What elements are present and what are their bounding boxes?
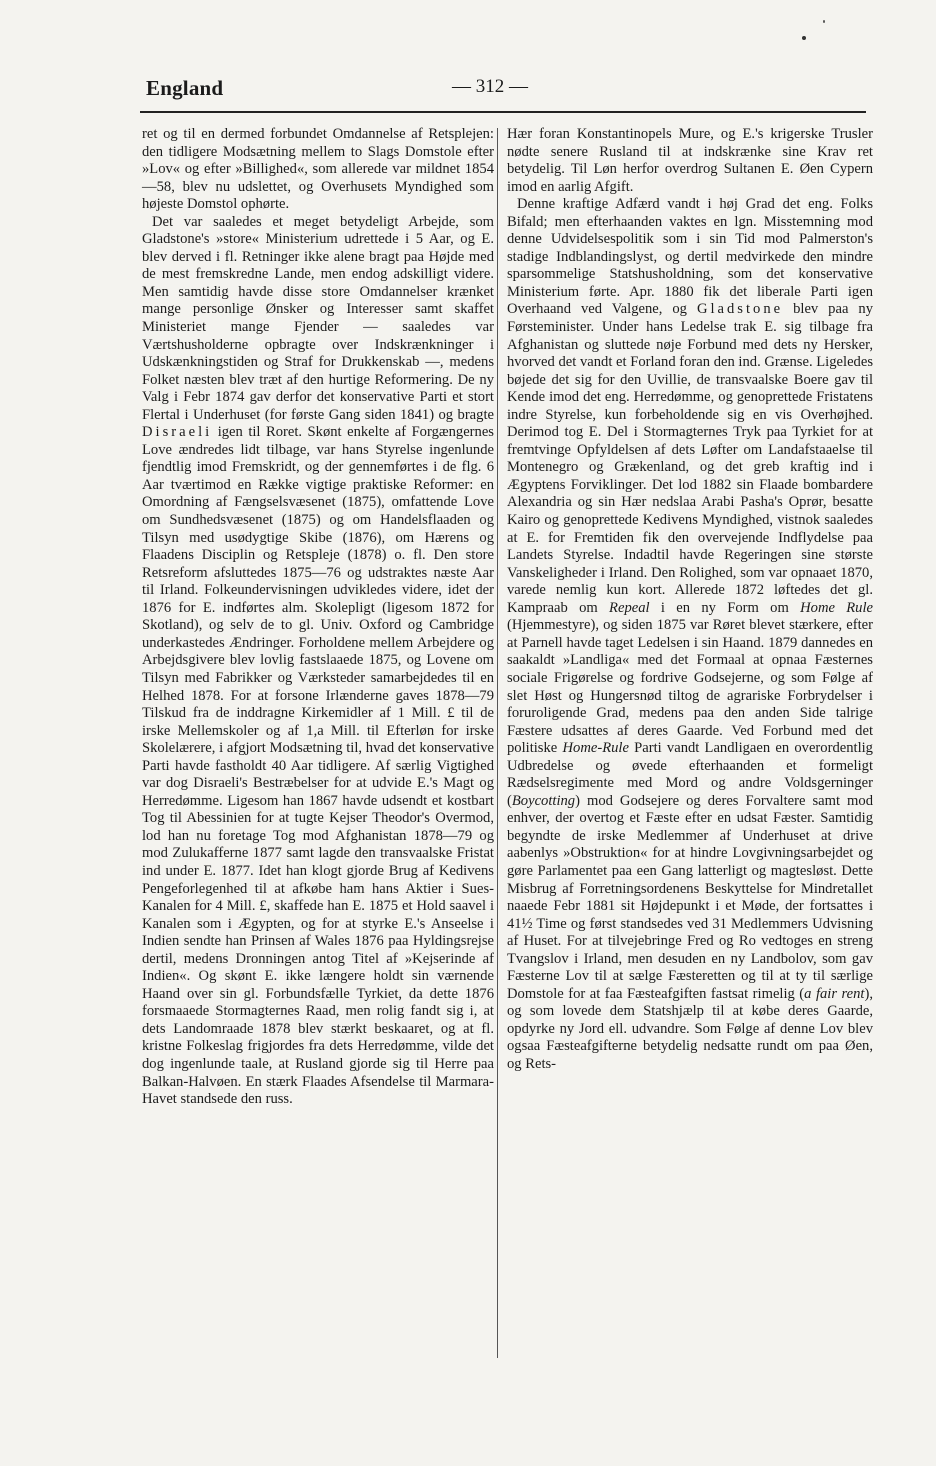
paragraph-text: ) mod Godsejere og deres Forvaltere samt mod enhver, der overtog et Fæste efter en udsat Fæster. Samtidig begyndte de irske Medlemmer af Underhuset at drive aabenlys »Obstruktion« for at hindre Lovgivningsarbejdet og gøre Parlamentet paa een Gang latterligt og magtesløst. Dette Misbrug af Forretningsordenens Beskyttelse for Mindretallet naaede Febr 1881 sit Højdepunkt i et Møde, der fortsattes i 41½ Time og først standsedes ved 31 Medlemmers Udvisning af Huset. For at tilvejebringe Fred og Ro vedtoges en streng Tvangslov i Irland, men desuden en ny Landbolov, som gav Fæsterne Lov til at sælge Fæsteretten og til at ty til særlige Domstole for at faa Fæsteafgiften fastsat rimelig ( bbox=[507, 792, 873, 1002]
italic-term: Home-Rule bbox=[562, 740, 629, 757]
paragraph-text: Det var saaledes et meget betydeligt Arbejde, som Gladstone's »store« Ministerium udrettede i 5 Aar, og E. blev derved i fl. Retninger ikke alene bragt paa Højde med de mest fremskredne Lande, men endog adskilligt videre. Men samtidig havde disse store Omdannelser krænket mange personlige Ønsker og Interesser samt skaffet Ministeriet mange Fjender — saaledes var Værtshusholderne opbragte over Indskrænkninger i Udskænkningstiden og Straf for Drukkenskab —, medens Folket næsten blev træt af den hurtige Reformering. De ny Valg i Febr 1874 gav derfor det konservative Parti et stort Flertal i Underhuset (for første Gang siden 1841) og bragte bbox=[142, 213, 494, 423]
spaced-name: Disraeli bbox=[142, 424, 213, 441]
paragraph bbox=[507, 196, 873, 1073]
right-column bbox=[507, 126, 873, 1074]
paragraph: Hær foran Konstantinopels Mure, og E.'s krigerske Trusler nødte senere Rusland til at indskrænke sine Krav ret betydelig. Til Løn herfor overdrog Sultanen E. Øen Cypern imod en aarlig Afgift. bbox=[507, 126, 873, 195]
paragraph-text: (Hjemmestyre), og siden 1875 var Røret blevet stærkere, efter at Parnell havde taget Ledelsen i sin Haand. 1879 dannedes en saakaldt »Landliga« med det Formaal at opnaa Fæsternes sociale Frigørelse og fordrive Godsejerne, og som Følge af slet Høst og Hungersnød tiltog de agrariske Forbrydelser i foruroligende Grad, medens paa den anden Side talrige Fæstere udsattes af deres Gaarde. Ved Forbund med det politiske bbox=[507, 617, 873, 757]
italic-term: Boycotting bbox=[511, 792, 576, 809]
header-rule bbox=[140, 111, 866, 113]
italic-term: Repeal bbox=[609, 599, 650, 616]
ink-speck bbox=[802, 36, 806, 40]
spaced-name: Gladstone bbox=[696, 301, 784, 318]
ink-speck bbox=[823, 20, 825, 23]
paragraph-text: blev paa ny Førsteminister. Under hans Ledelse trak E. sig tilbage fra Afghanistan og sluttede nøje Forbund med dets ny Hersker, hvorved det vandt et Forland foran den ind. Grænse. Ligeledes bøjede det sig for den Uvillie, de transvaalske Boere gav til Kende imod det eng. Herredømme, og genoprettede Fristatens indre Styrelse, kun forbeholdende sig en vis Overhøjhed. Derimod tog E. Del i Stormagternes Tryk paa Tyrkiet for at fremtvinge Opfyldelsen af dets Løfter om Landafstaaelse til Montenegro og Grækenland, og det greb kraftig ind i Ægyptens Forviklinger. Det lod 1882 sin Flaade bombardere Alexandria og sin Hær nedslaa Arabi Pasha's Oprør, besatte Kairo og genoprettede Kedivens Myndighed, vistnok saaledes at E. for Fremtiden fik den overvejende Indflydelse paa Landets Styrelse. Indadtil havde Regeringen sine største Vanskeligheder i Irland. Den Rolighed, som var opnaaet 1870, varede nemlig kun kort. Allerede 1872 løftedes det gl. Kampraab om bbox=[507, 301, 873, 616]
italic-term: Home Rule bbox=[800, 599, 874, 616]
paragraph bbox=[142, 214, 494, 1109]
paragraph-text: ), og som lovede dem Statshjælp til at købe deres Gaarde, opdyrke ny Jord ell. udvandre. Som Følge af denne Lov blev ogsaa Fæsteafgifterne betydelig nedsatte rundt om paa Øen, og Rets- bbox=[507, 985, 873, 1072]
paragraph: ret og til en dermed forbundet Omdannelse af Retsplejen: den tidligere Modsætning mellem to Slags Domstole efter »Lov« og efter »Billighed«, som allerede var mildnet 1854—58, blev nu udslettet, og Overhusets Myndighed som højeste Domstol ophørte. bbox=[142, 126, 494, 213]
paragraph-text: Denne kraftige Adfærd vandt i høj Grad det eng. Folks Bifald; men efterhaanden vaktes en lgn. Misstemning mod denne Udvidelsespolitik som i sin Tid mod Palmerston's stadige Indblandingslyst, og dertil medvirkede den mindre sparsommelige Statshusholdning, som det konservative Ministerium førte. Apr. 1880 fik det liberale Parti igen Overhaand ved Valgene, og bbox=[507, 196, 873, 318]
paragraph-text: i en ny Form om bbox=[660, 599, 789, 616]
running-head-title: England bbox=[146, 76, 224, 100]
left-column bbox=[142, 126, 494, 1109]
paragraph-text: igen til Roret. Skønt enkelte af Forgængernes Love ændredes lidt tilbage, var hans Styrelse ingenlunde fjendtlig imod Fremskridt, og der gennemførtes i de flg. 6 Aar tværtimod en Række vigtige praktiske Reformer: en Omordning af Fængselsvæsenet (1875), omfattende Love om Sundhedsvæsenet (1875) og om Handelsflaaden og Tilsyn med usødygtige Skibe (1876), om Hærens og Flaadens Disciplin og Retspleje (1878) o. fl. Den store Retsreform afsluttedes 1875—76 og udstraktes næste Aar til Irland. Folkeundervisningen udvikledes videre, idet der 1876 for E. indførtes alm. Skolepligt (ligesom 1872 for Skotland), og selv de to gl. Univ. Oxford og Cambridge underkastedes Ændringer. Forholdene mellem Arbejdere og Arbejdsgivere blev lovlig fastslaaede 1875, og Lovene om Tilsyn med Fabrikker og Værksteder samarbejdedes til en Helhed 1878. For at forsone Irlænderne gaves 1878—79 Tilskud fra de inddragne Kirkemidler af 1 Mill. £ til de irske Mellemskoler og af 1,a Mill. til Efterløn for irske Skolelærere, i afgjort Modsætning til, hvad det konservative Parti havde fastholdt 40 Aar tidligere. Af særlig Vigtighed var dog Disraeli's Bestræbelser for at udvide E.'s Magt og Herredømme. Ligesom han 1867 havde udsendt et kostbart Tog til Abessinien for at tugte Kejser Theodor's Overmod, lod han nu foretage Tog mod Afghanistan 1878—79 og mod Zulukafferne 1877 samt lagde den transvaalske Fristat ind under E. 1877. Idet han klogt gjorde Brug af Kedivens Pengeforlegenhed til at afkøbe ham hans Aktier i Sues-Kanalen for 4 Mill. £, skaffede han E. 1875 et Hold saavel i Kanalen som i Ægypten, og for at styrke E.'s Anseelse i Indien sendte han Prinsen af Wales 1876 paa Hyldingsrejse dertil, medens Dronningen antog Titel af »Kejserinde af Indien«. Og skønt E. ikke længere holdt sin værnende Haand over sin gl. Forbundsfælle Tyrkiet, da dette 1876 forsmaaede Stormagternes Raad, men rolig fandt sig i, at dets Landomraade 1878 blev stærkt beskaaret, og at fl. kristne Folkeslag frigjordes fra dets Herredømme, vilde det dog ingenlunde taale, at Rusland gjorde sig til Herre paa Balkan-Halvøen. En stærk Flaades Afsendelse til Marmara-Havet standsede den russ. bbox=[142, 424, 494, 1108]
page-number: — 312 — bbox=[452, 76, 528, 97]
paragraph-text: Parti vandt Landligaen en overordentlig Udbredelse og øvede efterhaanden et formeligt Rædselsregimente med Mord og andre Voldsgerninger ( bbox=[507, 740, 873, 809]
column-divider bbox=[497, 128, 498, 1358]
italic-term: a fair rent bbox=[804, 985, 865, 1002]
